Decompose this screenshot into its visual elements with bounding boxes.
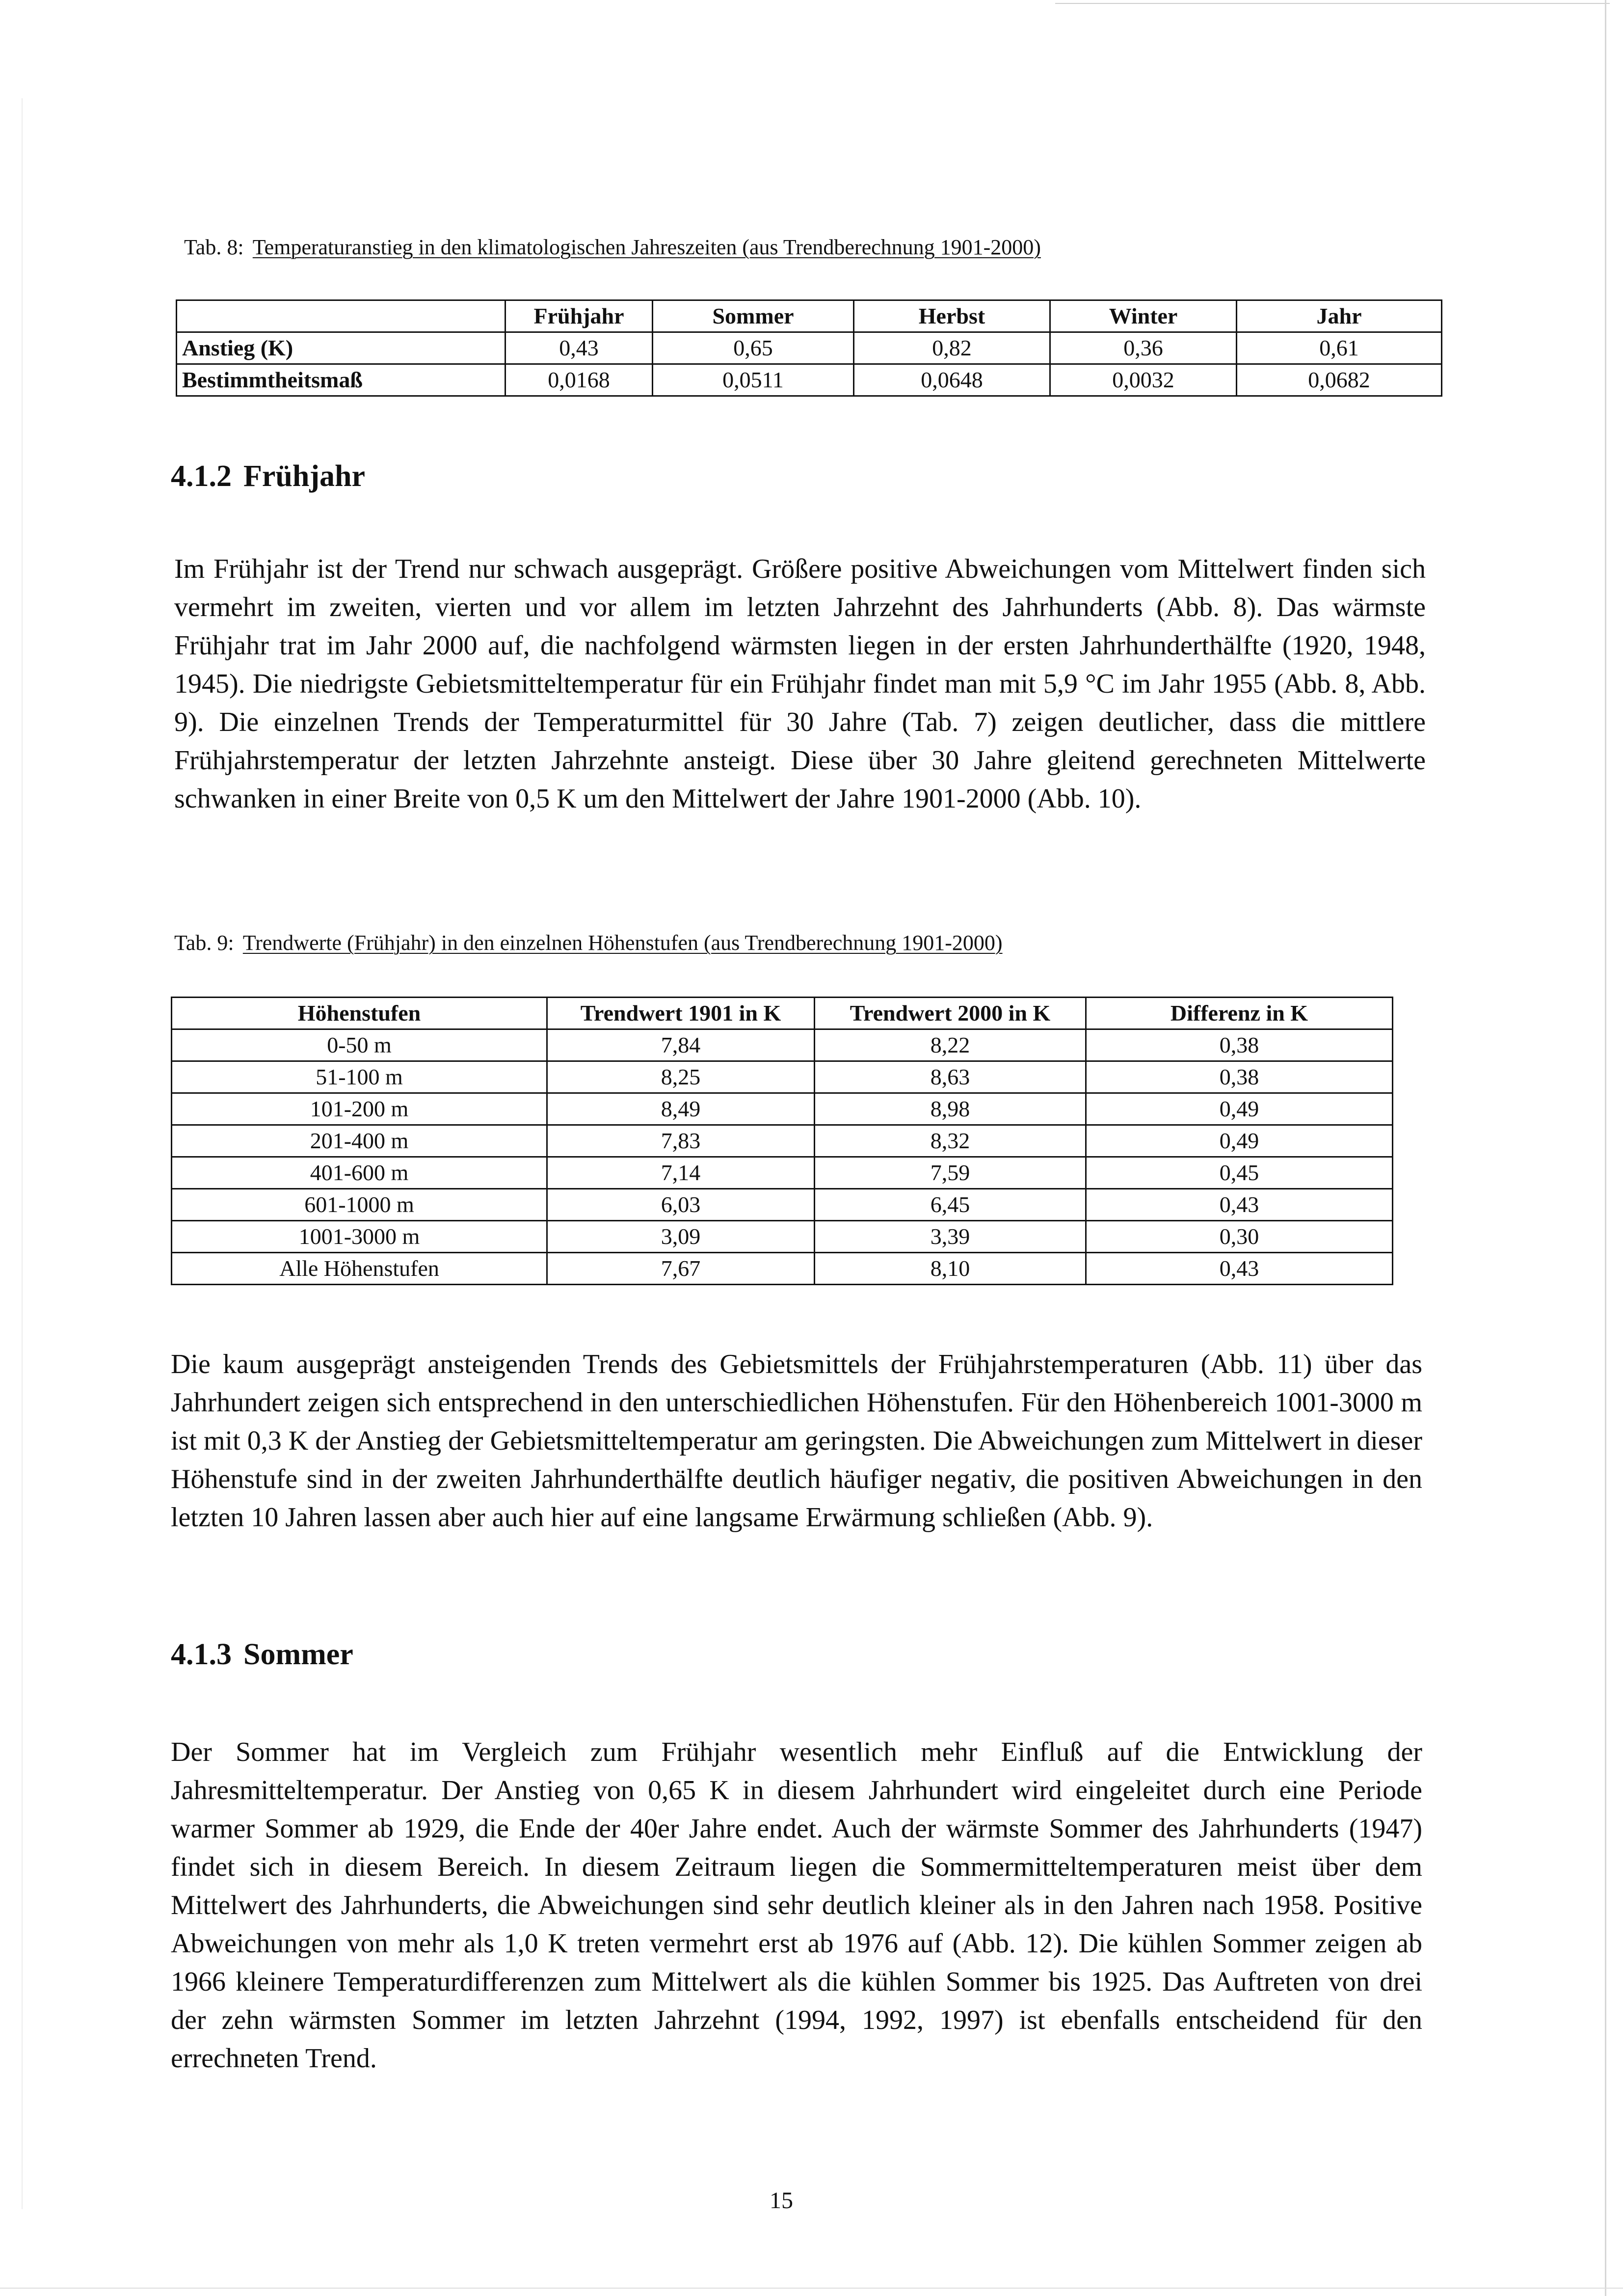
- table8-cell: 0,0511: [653, 364, 854, 396]
- table9-cell: 7,14: [547, 1157, 815, 1189]
- table9-cell: 0,43: [1086, 1253, 1393, 1285]
- table8-cell: 0,65: [653, 332, 854, 364]
- table8-caption-text: Temperaturanstieg in den klimatologischen Jahreszeiten (aus Trendberechnung 1901-2000): [252, 235, 1041, 259]
- table9-caption-label: Tab. 9:: [174, 931, 234, 955]
- table9-cell: 8,32: [815, 1125, 1086, 1157]
- table8-cell: 0,43: [506, 332, 653, 364]
- body-paragraph: Die kaum ausgeprägt ansteigenden Trends des Gebietsmittels der Frühjahrstemperaturen (Abb. 11) über das Jahrhundert zeigen sich entsprechend in den unterschiedlichen Höhenstufen. Für den Höhenbereich 1001-3000 m ist mit 0,3 K der Anstieg der Gebietsmitteltemperatur am geringsten. Die Abweichungen zum Mittelwert in dieser Höhenstufe sind in der zweiten Jahrhunderthälfte deutlich häufiger negativ, die positiven Abweichungen in den letzten 10 Jahren lassen aber auch hier auf eine langsame Erwärmung schließen (Abb. 9).: [171, 1349, 1422, 1533]
- table9-cell: 3,09: [547, 1221, 815, 1253]
- table9-cell: Alle Höhenstufen: [172, 1253, 547, 1285]
- table8-row-label: Bestimmtheitsmaß: [177, 364, 506, 396]
- table9-cell: 1001-3000 m: [172, 1221, 547, 1253]
- table9-row: [172, 1221, 1393, 1253]
- table9-header-cell: Trendwert 2000 in K: [815, 998, 1086, 1029]
- table9-row: [172, 1061, 1393, 1093]
- table9-cell: 0,38: [1086, 1061, 1393, 1093]
- table9-cell: 401-600 m: [172, 1157, 547, 1189]
- table8-row-label: Anstieg (K): [177, 332, 506, 364]
- table9-cell: 7,84: [547, 1029, 815, 1061]
- table9-header-row: [172, 998, 1393, 1029]
- table8-cell: 0,0648: [854, 364, 1050, 396]
- section-heading-412: [171, 459, 365, 494]
- table9-cell: 201-400 m: [172, 1125, 547, 1157]
- section-heading-413: [171, 1637, 353, 1672]
- table8-header-row: [177, 300, 1442, 332]
- table9-cell: 0,30: [1086, 1221, 1393, 1253]
- table9-caption-text: Trendwerte (Frühjahr) in den einzelnen Höhenstufen (aus Trendberechnung 1901-2000): [242, 931, 1003, 955]
- table9-row: [172, 1125, 1393, 1157]
- table9-cell: 0,45: [1086, 1157, 1393, 1189]
- table9-cell: 6,45: [815, 1189, 1086, 1221]
- table8-cell: 0,36: [1050, 332, 1237, 364]
- scan-artifact-top: [1055, 3, 1610, 4]
- table9-cell: 8,49: [547, 1093, 815, 1125]
- table9-cell: 7,83: [547, 1125, 815, 1157]
- table9-cell: 0,43: [1086, 1189, 1393, 1221]
- scan-artifact-right: [1605, 0, 1606, 2296]
- table9-cell: 0,49: [1086, 1093, 1393, 1125]
- table8: [176, 299, 1442, 397]
- section-title: Frühjahr: [243, 459, 365, 493]
- table9-cell: 7,59: [815, 1157, 1086, 1189]
- table9-cell: 7,67: [547, 1253, 815, 1285]
- table9-cell: 8,63: [815, 1061, 1086, 1093]
- table9-cell: 6,03: [547, 1189, 815, 1221]
- table9-row: [172, 1253, 1393, 1285]
- table9-cell: 8,98: [815, 1093, 1086, 1125]
- page-number: 15: [770, 2188, 793, 2214]
- table8-header-cell: [177, 300, 506, 332]
- scan-artifact-bottom: [0, 2288, 1623, 2289]
- table9-cell: 0-50 m: [172, 1029, 547, 1061]
- table8-cell: 0,0032: [1050, 364, 1237, 396]
- table9-row: [172, 1029, 1393, 1061]
- table8-row: [177, 332, 1442, 364]
- table9-row: [172, 1093, 1393, 1125]
- table8-header-cell: Jahr: [1237, 300, 1442, 332]
- section-number: 4.1.2: [171, 459, 232, 493]
- table8-caption-label: Tab. 8:: [184, 235, 244, 259]
- table9-cell: 0,38: [1086, 1029, 1393, 1061]
- table9-cell: 8,22: [815, 1029, 1086, 1061]
- table8-header-cell: Winter: [1050, 300, 1237, 332]
- table9-cell: 0,49: [1086, 1125, 1393, 1157]
- table8-caption: [184, 235, 1041, 261]
- table9-header-cell: Höhenstufen: [172, 998, 547, 1029]
- table8-cell: 0,61: [1237, 332, 1442, 364]
- table9-header-cell: Trendwert 1901 in K: [547, 998, 815, 1029]
- table8-cell: 0,82: [854, 332, 1050, 364]
- table9-cell: 51-100 m: [172, 1061, 547, 1093]
- table9-row: [172, 1157, 1393, 1189]
- section-number: 4.1.3: [171, 1638, 232, 1671]
- table8-cell: 0,0168: [506, 364, 653, 396]
- table8-header-cell: Herbst: [854, 300, 1050, 332]
- table9-cell: 8,10: [815, 1253, 1086, 1285]
- body-paragraph: Der Sommer hat im Vergleich zum Frühjahr wesentlich mehr Einfluß auf die Entwicklung der Jahresmitteltemperatur. Der Anstieg von 0,65 K in diesem Jahrhundert wird eingeleitet durch eine Periode warmer Sommer ab 1929, die Ende der 40er Jahre endet. Auch der wärmste Sommer des Jahrhunderts (1947) findet sich in diesem Bereich. In diesem Zeitraum liegen die Sommermitteltemperaturen meist über dem Mittelwert des Jahrhunderts, die Abweichungen sind sehr deutlich kleiner als in den Jahren nach 1958. Positive Abweichungen von mehr als 1,0 K treten vermehrt erst ab 1976 auf (Abb. 12). Die kühlen Sommer zeigen ab 1966 kleinere Temperaturdifferenzen zum Mittelwert als die kühlen Sommer bis 1925. Das Auftreten von drei der zehn wärmsten Sommer im letzten Jahrzehnt (1994, 1992, 1997) ist ebenfalls entscheidend für den errechneten Trend.: [171, 1737, 1422, 2074]
- table8-header-cell: Sommer: [653, 300, 854, 332]
- body-paragraph: Im Frühjahr ist der Trend nur schwach ausgeprägt. Größere positive Abweichungen vom Mittelwert finden sich vermehrt im zweiten, vierten und vor allem im letzten Jahrzehnt des Jahrhunderts (Abb. 8). Das wärmste Frühjahr trat im Jahr 2000 auf, die nachfolgend wärmsten liegen in der ersten Jahrhunderthälfte (1920, 1948, 1945). Die niedrigste Gebietsmitteltemperatur für ein Frühjahr findet man mit 5,9 °C im Jahr 1955 (Abb. 8, Abb. 9). Die einzelnen Trends der Temperaturmittel für 30 Jahre (Tab. 7) zeigen deutlicher, dass die mittlere Frühjahrstemperatur der letzten Jahrzehnte ansteigt. Diese über 30 Jahre gleitend gerechneten Mittelwerte schwanken in einer Breite von 0,5 K um den Mittelwert der Jahre 1901-2000 (Abb. 10).: [174, 554, 1426, 814]
- table9-row: [172, 1189, 1393, 1221]
- table9-caption: [174, 930, 1003, 956]
- table9-header-cell: Differenz in K: [1086, 998, 1393, 1029]
- section-title: Sommer: [243, 1638, 353, 1671]
- table9-cell: 3,39: [815, 1221, 1086, 1253]
- table9-cell: 601-1000 m: [172, 1189, 547, 1221]
- table9-cell: 8,25: [547, 1061, 815, 1093]
- table8-cell: 0,0682: [1237, 364, 1442, 396]
- scan-artifact-left: [22, 98, 23, 2209]
- table9: [171, 997, 1393, 1285]
- table8-row: [177, 364, 1442, 396]
- table8-header-cell: Frühjahr: [506, 300, 653, 332]
- table9-cell: 101-200 m: [172, 1093, 547, 1125]
